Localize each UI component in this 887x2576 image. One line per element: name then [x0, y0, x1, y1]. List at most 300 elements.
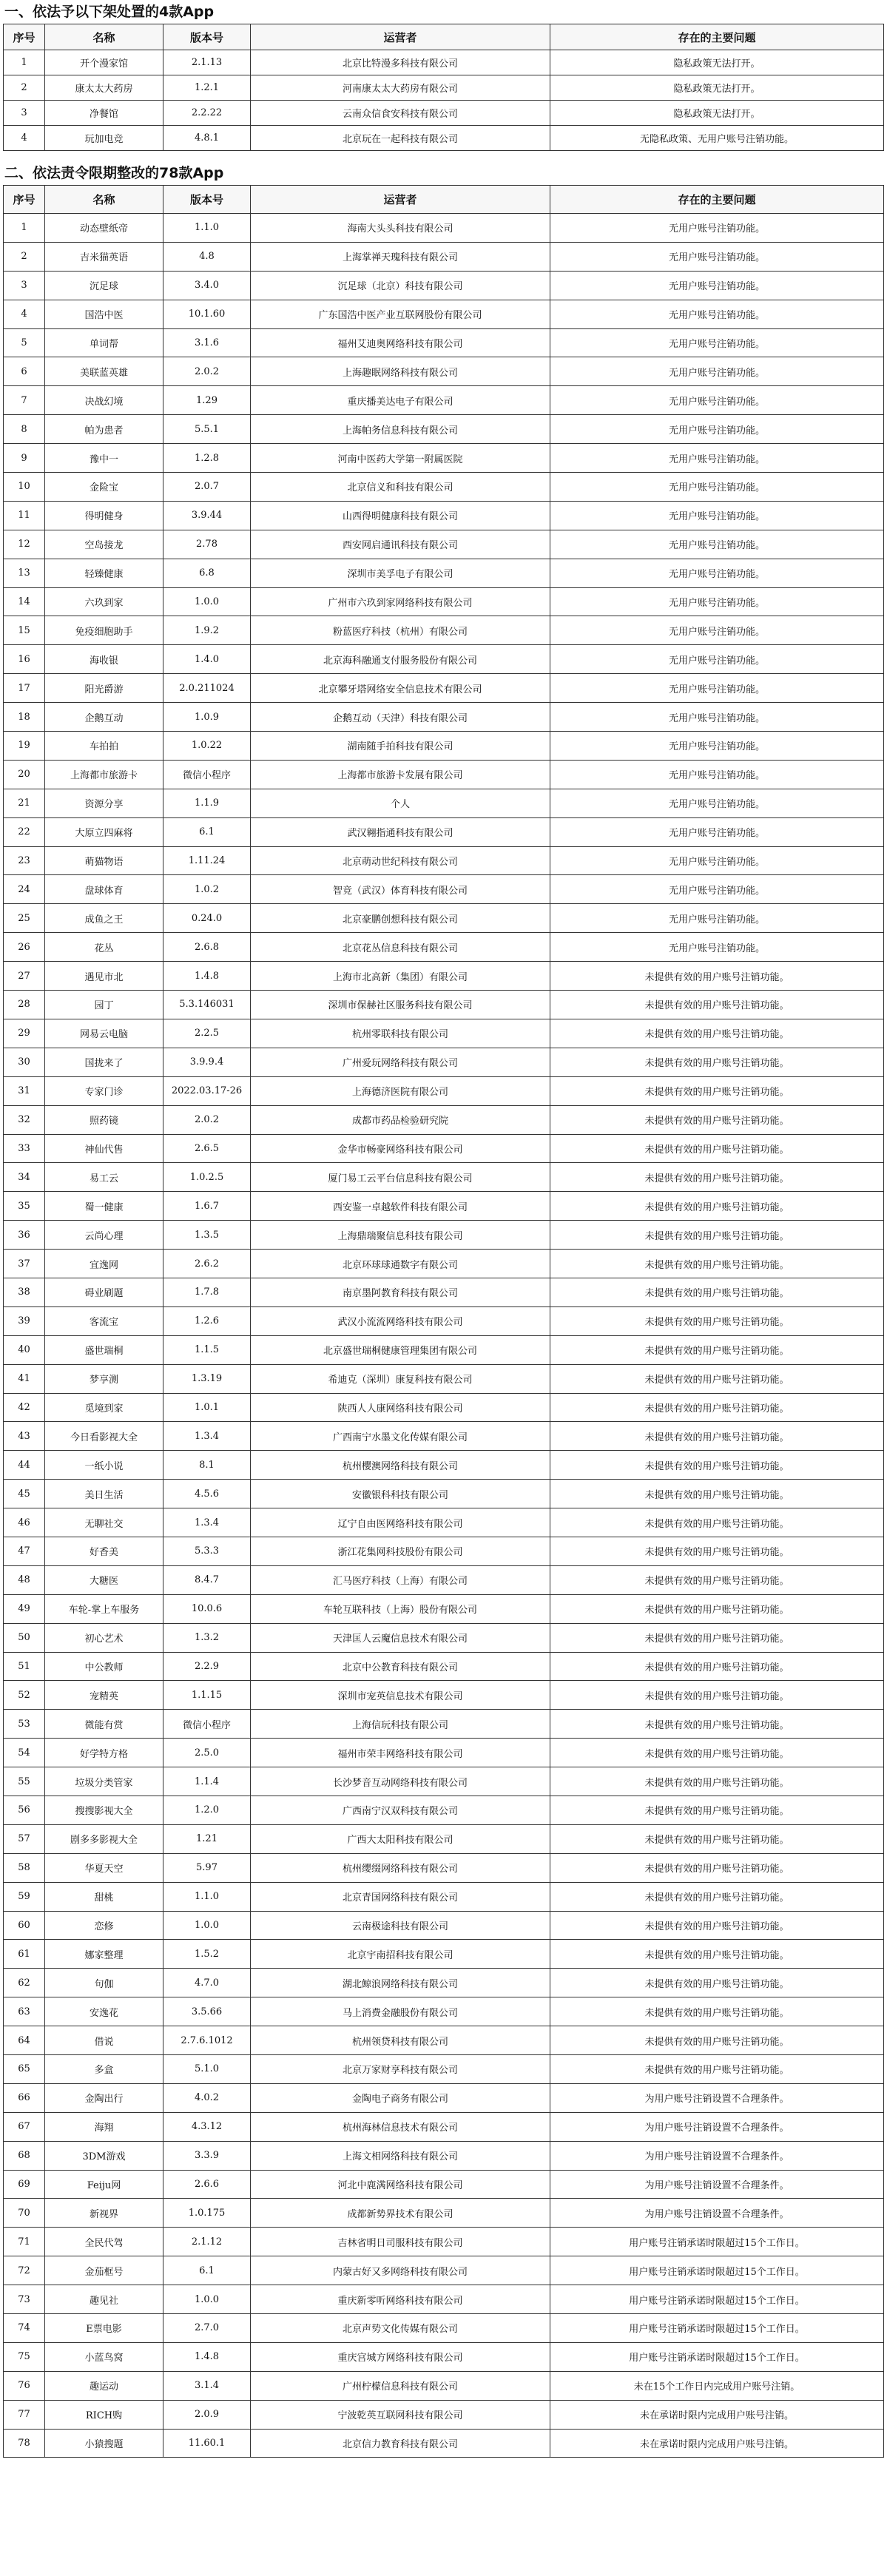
cell-index: 44 [4, 1451, 45, 1480]
table-row [4, 904, 884, 933]
cell-version: 4.0.2 [163, 2083, 251, 2112]
cell-version: 10.0.6 [163, 1594, 251, 1623]
cell-version: 2.2.9 [163, 1652, 251, 1681]
cell-version: 2.0.2 [163, 1105, 251, 1134]
cell-operator: 广州爱玩网络科技有限公司 [251, 1048, 550, 1076]
cell-issue: 无用户账号注销功能。 [550, 559, 884, 587]
cell-index: 72 [4, 2256, 45, 2285]
table-row [4, 386, 884, 415]
column-header-operator: 运营者 [251, 186, 550, 214]
cell-issue: 隐私政策无法打开。 [550, 50, 884, 75]
cell-index: 39 [4, 1306, 45, 1335]
table-row [4, 2371, 884, 2400]
cell-operator: 杭州海林信息技术有限公司 [251, 2112, 550, 2141]
cell-operator: 北京万家财享科技有限公司 [251, 2055, 550, 2084]
cell-issue: 未在承诺时限内完成用户账号注销。 [550, 2429, 884, 2458]
cell-index: 11 [4, 501, 45, 530]
cell-app-name: 决战幻境 [45, 386, 163, 415]
table-row [4, 1105, 884, 1134]
table-row [4, 1969, 884, 1997]
cell-operator: 上海信玩科技有限公司 [251, 1710, 550, 1739]
cell-version: 1.1.15 [163, 1681, 251, 1710]
cell-version: 5.3.146031 [163, 991, 251, 1019]
cell-issue: 未提供有效的用户账号注销功能。 [550, 1565, 884, 1594]
cell-app-name: 金陶出行 [45, 2083, 163, 2112]
cell-operator: 北京萌动世纪科技有限公司 [251, 846, 550, 875]
table-row [4, 1739, 884, 1767]
cell-operator: 北京盛世瑞桐健康管理集团有限公司 [251, 1335, 550, 1364]
cell-operator: 陕西人人康网络科技有限公司 [251, 1393, 550, 1422]
cell-operator: 杭州缨缀网络科技有限公司 [251, 1853, 550, 1882]
cell-operator: 北京青国网络科技有限公司 [251, 1882, 550, 1911]
table-row [4, 328, 884, 357]
cell-issue: 未提供有效的用户账号注销功能。 [550, 1824, 884, 1853]
cell-operator: 上海帕务信息科技有限公司 [251, 415, 550, 444]
table-row [4, 2083, 884, 2112]
cell-version: 3.3.9 [163, 2141, 251, 2170]
cell-issue: 未提供有效的用户账号注销功能。 [550, 1940, 884, 1969]
cell-app-name: 帕为患者 [45, 415, 163, 444]
cell-operator: 北京环球球通数字有限公司 [251, 1250, 550, 1278]
cell-operator: 沉足球（北京）科技有限公司 [251, 271, 550, 300]
cell-index: 69 [4, 2170, 45, 2199]
cell-version: 5.97 [163, 1853, 251, 1882]
cell-operator: 企鹅互动（天津）科技有限公司 [251, 703, 550, 732]
cell-version: 3.4.0 [163, 271, 251, 300]
cell-app-name: 企鹅互动 [45, 703, 163, 732]
cell-operator: 厦门易工云平台信息科技有限公司 [251, 1163, 550, 1192]
cell-app-name: 好香美 [45, 1537, 163, 1565]
cell-version: 1.1.5 [163, 1335, 251, 1364]
column-header-issue: 存在的主要问题 [550, 24, 884, 50]
cell-issue: 未提供有效的用户账号注销功能。 [550, 1997, 884, 2026]
cell-operator: 北京信义和科技有限公司 [251, 473, 550, 502]
cell-app-name: 吉米猫英语 [45, 242, 163, 271]
cell-issue: 未提供有效的用户账号注销功能。 [550, 1853, 884, 1882]
cell-app-name: 美联蓝英雄 [45, 357, 163, 386]
cell-version: 2.2.5 [163, 1019, 251, 1048]
table-row [4, 1681, 884, 1710]
cell-issue: 隐私政策无法打开。 [550, 75, 884, 101]
cell-operator: 吉林省明日司服科技有限公司 [251, 2228, 550, 2256]
cell-issue: 无用户账号注销功能。 [550, 473, 884, 502]
cell-operator: 福州市荣丰网络科技有限公司 [251, 1739, 550, 1767]
cell-operator: 宁波乾英互联网科技有限公司 [251, 2400, 550, 2429]
cell-operator: 广西南宁汉双科技有限公司 [251, 1796, 550, 1824]
cell-issue: 未提供有效的用户账号注销功能。 [550, 1652, 884, 1681]
cell-version: 5.5.1 [163, 415, 251, 444]
cell-app-name: 动态壁纸帝 [45, 214, 163, 243]
column-header-name: 名称 [45, 24, 163, 50]
cell-app-name: 照药镜 [45, 1105, 163, 1134]
cell-version: 2.7.0 [163, 2314, 251, 2343]
cell-index: 34 [4, 1163, 45, 1192]
cell-app-name: 无聊社交 [45, 1508, 163, 1537]
cell-index: 23 [4, 846, 45, 875]
cell-index: 70 [4, 2199, 45, 2228]
table-row [4, 1565, 884, 1594]
cell-index: 17 [4, 674, 45, 703]
cell-index: 33 [4, 1134, 45, 1163]
cell-version: 2.6.2 [163, 1250, 251, 1278]
cell-issue: 用户账号注销承诺时限超过15个工作日。 [550, 2342, 884, 2371]
table-row [4, 2400, 884, 2429]
cell-version: 2.0.7 [163, 473, 251, 502]
cell-version: 3.1.6 [163, 328, 251, 357]
cell-issue: 用户账号注销承诺时限超过15个工作日。 [550, 2228, 884, 2256]
cell-app-name: 盛世瑞桐 [45, 1335, 163, 1364]
cell-issue: 未提供有效的用户账号注销功能。 [550, 1393, 884, 1422]
cell-version: 2.1.13 [163, 50, 251, 75]
table-row [4, 1335, 884, 1364]
cell-index: 4 [4, 126, 45, 151]
cell-index: 31 [4, 1076, 45, 1105]
cell-issue: 无用户账号注销功能。 [550, 616, 884, 645]
cell-issue: 未提供有效的用户账号注销功能。 [550, 1076, 884, 1105]
table-row [4, 2141, 884, 2170]
cell-issue: 未提供有效的用户账号注销功能。 [550, 1623, 884, 1652]
cell-app-name: 句伽 [45, 1969, 163, 1997]
cell-index: 74 [4, 2314, 45, 2343]
cell-version: 1.0.1 [163, 1393, 251, 1422]
table-row [4, 616, 884, 645]
cell-operator: 深圳市保赫社区服务科技有限公司 [251, 991, 550, 1019]
cell-operator: 上海掌禅天瑰科技有限公司 [251, 242, 550, 271]
cell-index: 20 [4, 760, 45, 789]
cell-operator: 上海市北高新（集团）有限公司 [251, 962, 550, 991]
column-header-version: 版本号 [163, 24, 251, 50]
table-row [4, 300, 884, 328]
cell-index: 22 [4, 817, 45, 846]
cell-operator: 成都新势界技术有限公司 [251, 2199, 550, 2228]
cell-app-name: 神仙代售 [45, 1134, 163, 1163]
cell-version: 8.4.7 [163, 1565, 251, 1594]
cell-issue: 未提供有效的用户账号注销功能。 [550, 1681, 884, 1710]
cell-app-name: 小猿搜题 [45, 2429, 163, 2458]
cell-app-name: 剧多多影视大全 [45, 1824, 163, 1853]
cell-version: 1.1.9 [163, 789, 251, 817]
cell-issue: 用户账号注销承诺时限超过15个工作日。 [550, 2314, 884, 2343]
cell-app-name: 3DM游戏 [45, 2141, 163, 2170]
cell-index: 5 [4, 328, 45, 357]
cell-app-name: 小蓝鸟窝 [45, 2342, 163, 2371]
cell-issue: 无用户账号注销功能。 [550, 444, 884, 473]
cell-index: 4 [4, 300, 45, 328]
table-row [4, 732, 884, 761]
cell-index: 13 [4, 559, 45, 587]
cell-app-name: 免疫细胞助手 [45, 616, 163, 645]
cell-app-name: 净餐馆 [45, 101, 163, 126]
cell-index: 45 [4, 1480, 45, 1508]
cell-issue: 无用户账号注销功能。 [550, 214, 884, 243]
cell-app-name: 阳光爵游 [45, 674, 163, 703]
cell-operator: 河北中鹿满网络科技有限公司 [251, 2170, 550, 2199]
cell-app-name: 康太太大药房 [45, 75, 163, 101]
cell-issue: 为用户账号注销设置不合理条件。 [550, 2083, 884, 2112]
table-row [4, 415, 884, 444]
section-title-rectify: 二、依法责令限期整改的78款App [4, 165, 224, 181]
cell-app-name: 遇见市北 [45, 962, 163, 991]
table-row [4, 1451, 884, 1480]
cell-version: 1.3.2 [163, 1623, 251, 1652]
table-row [4, 1048, 884, 1076]
cell-app-name: 易工云 [45, 1163, 163, 1192]
table-row [4, 271, 884, 300]
cell-operator: 车轮互联科技（上海）股份有限公司 [251, 1594, 550, 1623]
cell-version: 2.2.22 [163, 101, 251, 126]
cell-app-name: 宠精英 [45, 1681, 163, 1710]
table-row [4, 1422, 884, 1451]
cell-issue: 无用户账号注销功能。 [550, 328, 884, 357]
table-row [4, 1221, 884, 1250]
cell-index: 29 [4, 1019, 45, 1048]
cell-issue: 未提供有效的用户账号注销功能。 [550, 1221, 884, 1250]
cell-issue: 未提供有效的用户账号注销功能。 [550, 1048, 884, 1076]
cell-version: 1.4.8 [163, 962, 251, 991]
cell-operator: 北京攀牙塔网络安全信息技术有限公司 [251, 674, 550, 703]
cell-version: 6.8 [163, 559, 251, 587]
cell-index: 68 [4, 2141, 45, 2170]
cell-index: 21 [4, 789, 45, 817]
table-row [4, 1019, 884, 1048]
table-row [4, 1134, 884, 1163]
cell-issue: 隐私政策无法打开。 [550, 101, 884, 126]
table-row [4, 1824, 884, 1853]
cell-version: 1.1.0 [163, 214, 251, 243]
cell-app-name: 花丛 [45, 933, 163, 962]
cell-index: 1 [4, 214, 45, 243]
cell-version: 1.3.4 [163, 1508, 251, 1537]
table-row [4, 789, 884, 817]
cell-operator: 北京花丛信息科技有限公司 [251, 933, 550, 962]
cell-app-name: 开个漫家馆 [45, 50, 163, 75]
cell-app-name: 中公教师 [45, 1652, 163, 1681]
cell-index: 42 [4, 1393, 45, 1422]
cell-operator: 云南众信食安科技有限公司 [251, 101, 550, 126]
cell-version: 微信小程序 [163, 1710, 251, 1739]
table-row [4, 1250, 884, 1278]
cell-operator: 北京宇南招科技有限公司 [251, 1940, 550, 1969]
cell-index: 59 [4, 1882, 45, 1911]
cell-index: 25 [4, 904, 45, 933]
cell-issue: 无用户账号注销功能。 [550, 645, 884, 674]
cell-version: 1.0.0 [163, 587, 251, 616]
cell-index: 53 [4, 1710, 45, 1739]
cell-operator: 内蒙古好又多网络科技有限公司 [251, 2256, 550, 2285]
cell-version: 1.1.0 [163, 1882, 251, 1911]
cell-operator: 汇马医疗科技（上海）有限公司 [251, 1565, 550, 1594]
cell-issue: 未提供有效的用户账号注销功能。 [550, 1969, 884, 1997]
cell-version: 2.6.6 [163, 2170, 251, 2199]
cell-issue: 未提供有效的用户账号注销功能。 [550, 1508, 884, 1537]
table-row [4, 444, 884, 473]
cell-app-name: 多盒 [45, 2055, 163, 2084]
cell-app-name: 微能有赏 [45, 1710, 163, 1739]
cell-app-name: 恋修 [45, 1911, 163, 1940]
cell-issue: 未在15个工作日内完成用户账号注销。 [550, 2371, 884, 2400]
table-row [4, 760, 884, 789]
cell-index: 61 [4, 1940, 45, 1969]
section-title-delisted: 一、依法予以下架处置的4款App [4, 4, 215, 20]
cell-version: 4.8 [163, 242, 251, 271]
cell-app-name: 蜀一健康 [45, 1192, 163, 1221]
cell-version: 1.7.8 [163, 1278, 251, 1306]
cell-index: 50 [4, 1623, 45, 1652]
cell-index: 12 [4, 530, 45, 559]
cell-version: 2.5.0 [163, 1739, 251, 1767]
cell-issue: 无用户账号注销功能。 [550, 501, 884, 530]
cell-version: 2.0.2 [163, 357, 251, 386]
cell-issue: 未提供有效的用户账号注销功能。 [550, 2055, 884, 2084]
cell-app-name: 成鱼之王 [45, 904, 163, 933]
cell-issue: 无用户账号注销功能。 [550, 300, 884, 328]
cell-operator: 深圳市宠英信息技术有限公司 [251, 1681, 550, 1710]
cell-app-name: 碍业刷题 [45, 1278, 163, 1306]
cell-issue: 无用户账号注销功能。 [550, 789, 884, 817]
table-row [4, 1306, 884, 1335]
cell-operator: 智竞（武汉）体育科技有限公司 [251, 875, 550, 904]
cell-app-name: 萌猫物语 [45, 846, 163, 875]
cell-index: 27 [4, 962, 45, 991]
table-row [4, 2199, 884, 2228]
cell-operator: 武汉小流流网络科技有限公司 [251, 1306, 550, 1335]
table-row [4, 1710, 884, 1739]
cell-operator: 北京海科融通支付服务股份有限公司 [251, 645, 550, 674]
table-row [4, 357, 884, 386]
cell-index: 56 [4, 1796, 45, 1824]
cell-version: 1.6.7 [163, 1192, 251, 1221]
cell-index: 76 [4, 2371, 45, 2400]
cell-issue: 无用户账号注销功能。 [550, 271, 884, 300]
cell-index: 60 [4, 1911, 45, 1940]
cell-version: 0.24.0 [163, 904, 251, 933]
cell-issue: 无用户账号注销功能。 [550, 242, 884, 271]
cell-app-name: Feiju网 [45, 2170, 163, 2199]
delisted-apps-body [4, 50, 884, 151]
cell-operator: 重庆新零听网络科技有限公司 [251, 2285, 550, 2314]
cell-app-name: 娜家整理 [45, 1940, 163, 1969]
table-row [4, 1480, 884, 1508]
cell-operator: 个人 [251, 789, 550, 817]
cell-issue: 未提供有效的用户账号注销功能。 [550, 1192, 884, 1221]
cell-index: 73 [4, 2285, 45, 2314]
cell-index: 47 [4, 1537, 45, 1565]
cell-operator: 上海文相网络科技有限公司 [251, 2141, 550, 2170]
cell-issue: 无用户账号注销功能。 [550, 846, 884, 875]
cell-version: 2.0.211024 [163, 674, 251, 703]
table-row [4, 674, 884, 703]
cell-operator: 西安鉴一卓越软件科技有限公司 [251, 1192, 550, 1221]
cell-index: 30 [4, 1048, 45, 1076]
cell-app-name: 趣见社 [45, 2285, 163, 2314]
cell-operator: 广西大太阳科技有限公司 [251, 1824, 550, 1853]
cell-operator: 辽宁自由医网络科技有限公司 [251, 1508, 550, 1537]
cell-version: 1.2.0 [163, 1796, 251, 1824]
cell-index: 55 [4, 1767, 45, 1796]
cell-app-name: 宜逸网 [45, 1250, 163, 1278]
cell-operator: 湖北鲸浪网络科技有限公司 [251, 1969, 550, 1997]
table-row [4, 2055, 884, 2084]
cell-version: 1.0.0 [163, 2285, 251, 2314]
cell-operator: 云南极途科技有限公司 [251, 1911, 550, 1940]
cell-app-name: 安逸花 [45, 1997, 163, 2026]
cell-app-name: 美日生活 [45, 1480, 163, 1508]
cell-version: 1.0.2 [163, 875, 251, 904]
cell-issue: 为用户账号注销设置不合理条件。 [550, 2199, 884, 2228]
cell-app-name: 大糖医 [45, 1565, 163, 1594]
cell-version: 1.4.0 [163, 645, 251, 674]
cell-issue: 为用户账号注销设置不合理条件。 [550, 2141, 884, 2170]
table-row [4, 75, 884, 101]
cell-index: 71 [4, 2228, 45, 2256]
cell-version: 6.1 [163, 2256, 251, 2285]
cell-issue: 未提供有效的用户账号注销功能。 [550, 1537, 884, 1565]
cell-operator: 重庆播美达电子有限公司 [251, 386, 550, 415]
cell-issue: 未提供有效的用户账号注销功能。 [550, 1767, 884, 1796]
column-header-name: 名称 [45, 186, 163, 214]
cell-index: 2 [4, 242, 45, 271]
cell-issue: 未提供有效的用户账号注销功能。 [550, 1911, 884, 1940]
cell-index: 63 [4, 1997, 45, 2026]
table-row [4, 2285, 884, 2314]
cell-issue: 未提供有效的用户账号注销功能。 [550, 1364, 884, 1393]
cell-index: 28 [4, 991, 45, 1019]
cell-version: 1.0.2.5 [163, 1163, 251, 1192]
cell-version: 2.7.6.1012 [163, 2026, 251, 2055]
cell-operator: 上海都市旅游卡发展有限公司 [251, 760, 550, 789]
cell-operator: 湖南随手拍科技有限公司 [251, 732, 550, 761]
cell-app-name: 六玖到家 [45, 587, 163, 616]
cell-version: 1.29 [163, 386, 251, 415]
cell-app-name: 搜搜影视大全 [45, 1796, 163, 1824]
cell-issue: 无用户账号注销功能。 [550, 386, 884, 415]
cell-version: 1.0.22 [163, 732, 251, 761]
rectify-apps-body [4, 214, 884, 2458]
cell-operator: 广州市六玖到家网络科技有限公司 [251, 587, 550, 616]
column-header-index: 序号 [4, 186, 45, 214]
cell-version: 1.2.6 [163, 1306, 251, 1335]
cell-app-name: 云尚心理 [45, 1221, 163, 1250]
table-row [4, 1623, 884, 1652]
cell-index: 40 [4, 1335, 45, 1364]
cell-app-name: 资源分享 [45, 789, 163, 817]
table-row [4, 2429, 884, 2458]
cell-version: 10.1.60 [163, 300, 251, 328]
table-row [4, 559, 884, 587]
cell-app-name: 车拍拍 [45, 732, 163, 761]
cell-issue: 无用户账号注销功能。 [550, 760, 884, 789]
cell-version: 5.1.0 [163, 2055, 251, 2084]
cell-index: 41 [4, 1364, 45, 1393]
table-row [4, 126, 884, 151]
cell-app-name: 一纸小说 [45, 1451, 163, 1480]
cell-app-name: 上海都市旅游卡 [45, 760, 163, 789]
cell-version: 1.21 [163, 1824, 251, 1853]
cell-version: 4.8.1 [163, 126, 251, 151]
cell-app-name: 梦享测 [45, 1364, 163, 1393]
cell-index: 77 [4, 2400, 45, 2429]
table-row [4, 1767, 884, 1796]
cell-index: 54 [4, 1739, 45, 1767]
cell-app-name: 觅境到家 [45, 1393, 163, 1422]
cell-app-name: 今日看影视大全 [45, 1422, 163, 1451]
cell-issue: 未提供有效的用户账号注销功能。 [550, 962, 884, 991]
cell-version: 3.1.4 [163, 2371, 251, 2400]
cell-operator: 杭州零联科技有限公司 [251, 1019, 550, 1048]
cell-app-name: 车轮-掌上车服务 [45, 1594, 163, 1623]
cell-version: 1.0.0 [163, 1911, 251, 1940]
cell-index: 3 [4, 101, 45, 126]
